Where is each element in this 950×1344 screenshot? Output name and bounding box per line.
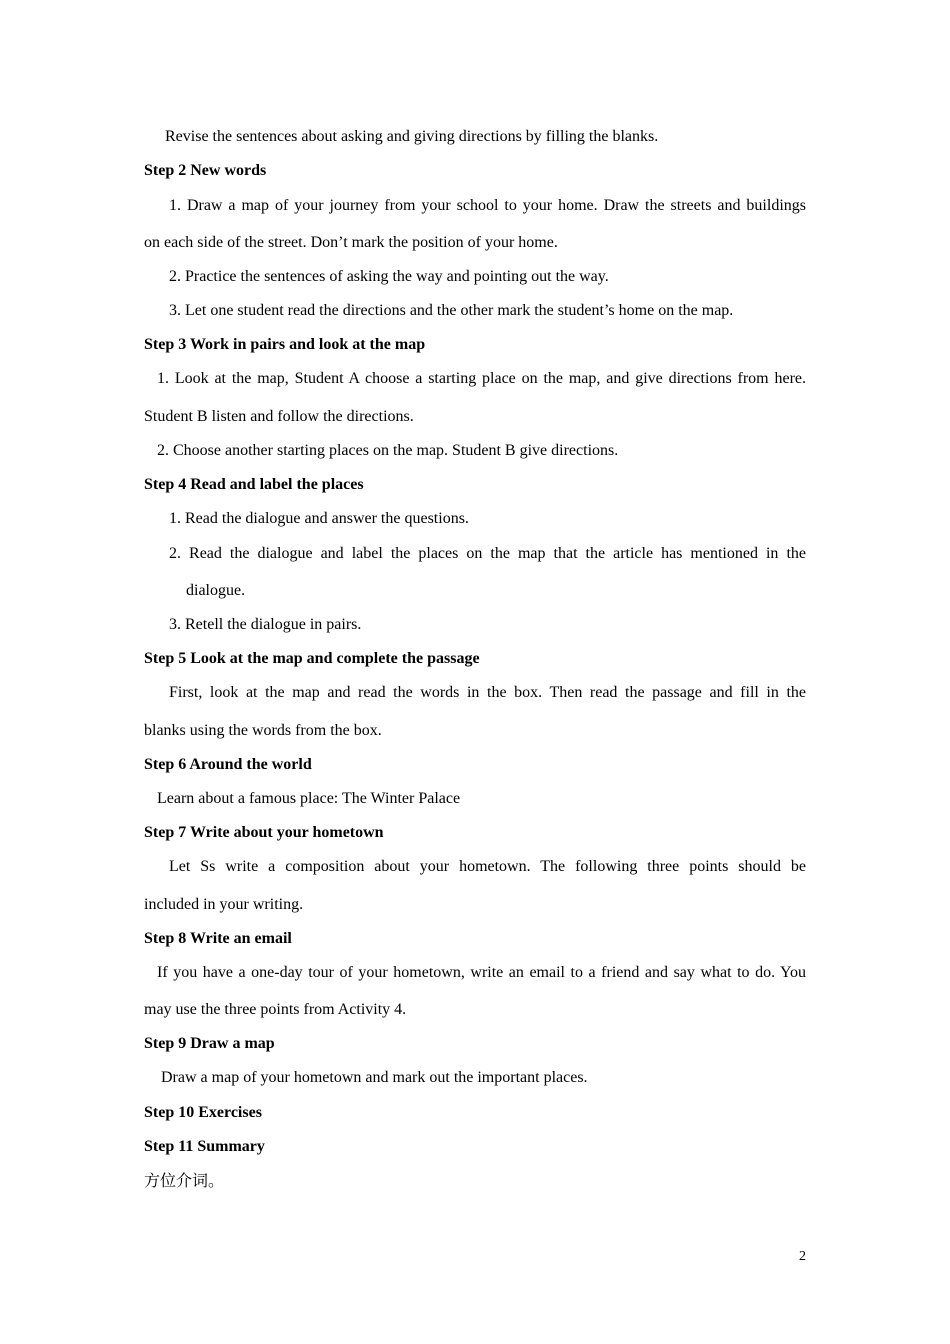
step2-item1-line2: on each side of the street. Don’t mark the position of your home. [144, 234, 558, 251]
step8-line2: may use the three points from Activity 4. [144, 1001, 407, 1018]
step2-item2: 2. Practice the sentences of asking the way and pointing out the way. [169, 268, 609, 285]
step8-heading: Step 8 Write an email [144, 930, 292, 947]
step6-line1: Learn about a famous place: The Winter Palace [157, 790, 461, 807]
intro-text: Revise the sentences about asking and giving directions by filling the blanks. [165, 128, 659, 145]
step6-heading: Step 6 Around the world [144, 756, 312, 773]
step4-heading: Step 4 Read and label the places [144, 476, 364, 493]
step2-heading: Step 2 New words [144, 162, 267, 179]
step3-item1-line2: Student B listen and follow the directions. [144, 408, 414, 425]
step3-heading: Step 3 Work in pairs and look at the map [144, 336, 426, 353]
step4-item1: 1. Read the dialogue and answer the questions. [169, 510, 469, 527]
step5-line1: First, look at the map and read the words in the box. Then read the passage and fill in the [169, 684, 806, 701]
step9-heading: Step 9 Draw a map [144, 1035, 275, 1052]
step4-item3: 3. Retell the dialogue in pairs. [169, 616, 362, 633]
step10-heading: Step 10 Exercises [144, 1104, 262, 1121]
step4-item2-line2: dialogue. [186, 582, 246, 599]
step5-line2: blanks using the words from the box. [144, 722, 382, 739]
step3-item1-line1: 1. Look at the map, Student A choose a starting place on the map, and give directions from here. [157, 370, 806, 387]
step5-heading: Step 5 Look at the map and complete the passage [144, 650, 480, 667]
step8-line1: If you have a one-day tour of your hometown, write an email to a friend and say what to do. You [157, 964, 806, 981]
page-number: 2 [799, 1249, 806, 1264]
step2-item3: 3. Let one student read the directions and the other mark the student’s home on the map. [169, 302, 734, 319]
step11-summary-text: 方位介词。 [144, 1171, 225, 1190]
step4-item2-line1: 2. Read the dialogue and label the places on the map that the article has mentioned in the [169, 545, 806, 562]
step7-heading: Step 7 Write about your hometown [144, 824, 384, 841]
step7-line1: Let Ss write a composition about your hometown. The following three points should be [169, 858, 806, 875]
step3-item2: 2. Choose another starting places on the map. Student B give directions. [157, 442, 619, 459]
step11-heading: Step 11 Summary [144, 1138, 265, 1155]
step7-line2: included in your writing. [144, 896, 304, 913]
step2-item1-line1: 1. Draw a map of your journey from your school to your home. Draw the streets and buildings [169, 197, 806, 214]
step9-line1: Draw a map of your hometown and mark out the important places. [161, 1069, 588, 1086]
